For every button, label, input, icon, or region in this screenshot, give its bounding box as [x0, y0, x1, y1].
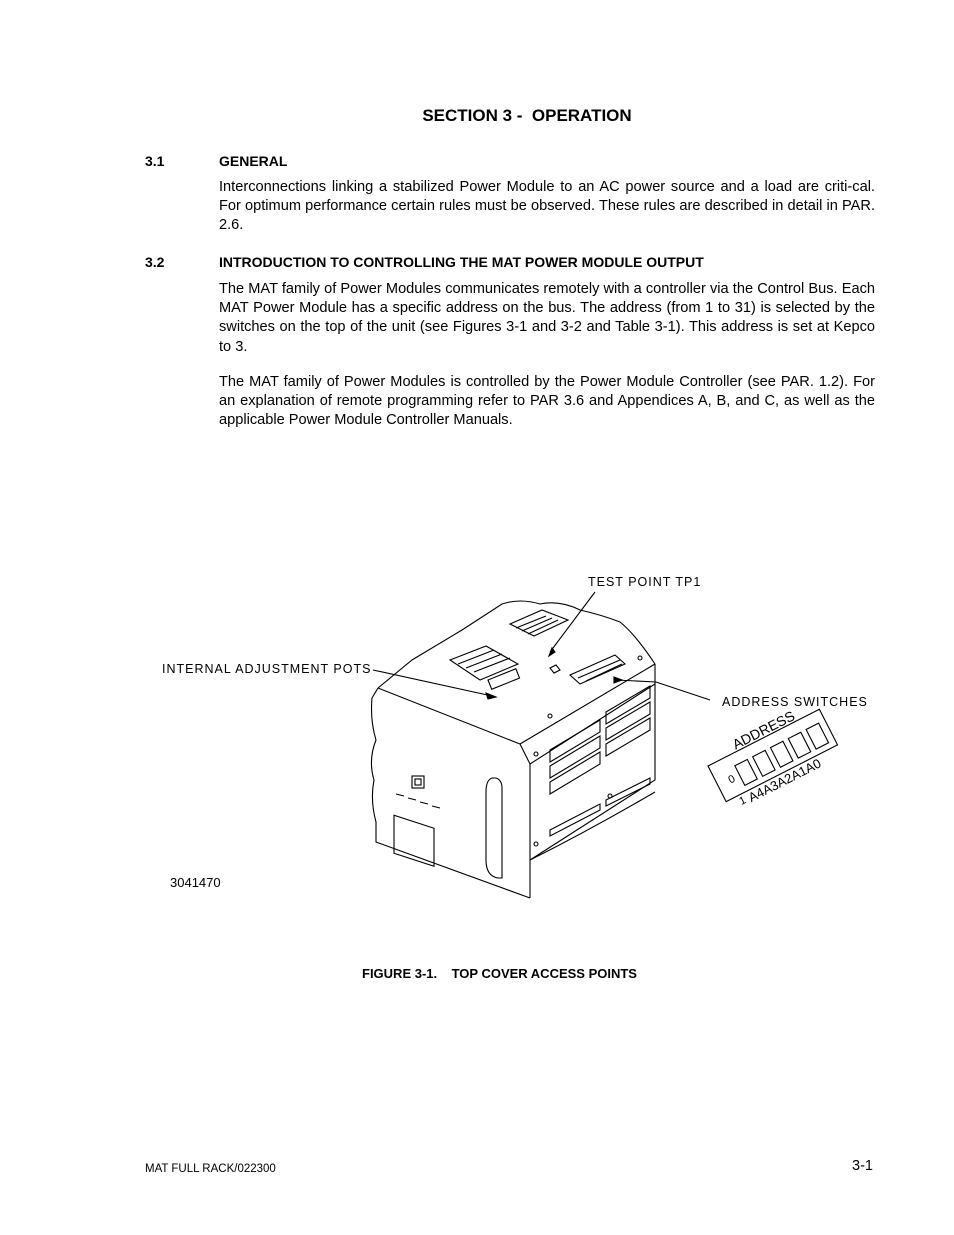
power-module-drawing [150, 560, 880, 910]
paragraph: The MAT family of Power Modules communicates remotely with a controller via the Control Bus. Each MAT Power Module has a specific address on the bus. The address (from 1 to 31) is selected by the switches on the top of the unit (see Figures 3-1 and 3-2 and Table 3-1). This address is set at Kepco to 3. [219, 281, 875, 355]
footer-document-id: MAT FULL RACK/022300 [145, 1163, 276, 1175]
section-number: 3.2 [145, 254, 165, 270]
paragraph: Interconnections linking a stabilized Power Module to an AC power source and a load are criti-cal. For optimum performance certain rules must be observed. These rules are described in detail in PAR. 2.6. [219, 179, 875, 234]
paragraph: The MAT family of Power Modules is controlled by the Power Module Controller (see PAR. 1.2). For an explanation of remote programming refer to PAR 3.6 and Appendices A, B, and C, as well as the applicable Power Module Controller Manuals. [219, 374, 875, 429]
section-heading: GENERAL [219, 153, 288, 169]
page-number: 3-1 [852, 1158, 873, 1174]
internal-pots-label: INTERNAL ADJUSTMENT POTS [162, 662, 372, 676]
drawing-number: 3041470 [170, 875, 221, 890]
address-zero-label: 0 [726, 772, 738, 787]
test-point-label: TEST POINT TP1 [588, 575, 702, 589]
figure-top-cover-access-points [150, 560, 880, 910]
figure-caption: FIGURE 3-1. TOP COVER ACCESS POINTS [362, 966, 637, 981]
top-vents [450, 610, 625, 689]
page-title: SECTION 3 - OPERATION [422, 106, 632, 125]
side-vents [550, 686, 650, 836]
address-one-label: 1 [737, 794, 749, 808]
address-bits-label: A4A3A2A1A0 [745, 755, 824, 806]
address-switch-plate [701, 696, 844, 815]
address-switches-label: ADDRESS SWITCHES [722, 695, 868, 709]
address-plate-label: ADDRESS [729, 707, 798, 753]
section-number: 3.1 [145, 153, 165, 169]
section-heading: INTRODUCTION TO CONTROLLING THE MAT POWER MODULE OUTPUT [219, 254, 704, 270]
